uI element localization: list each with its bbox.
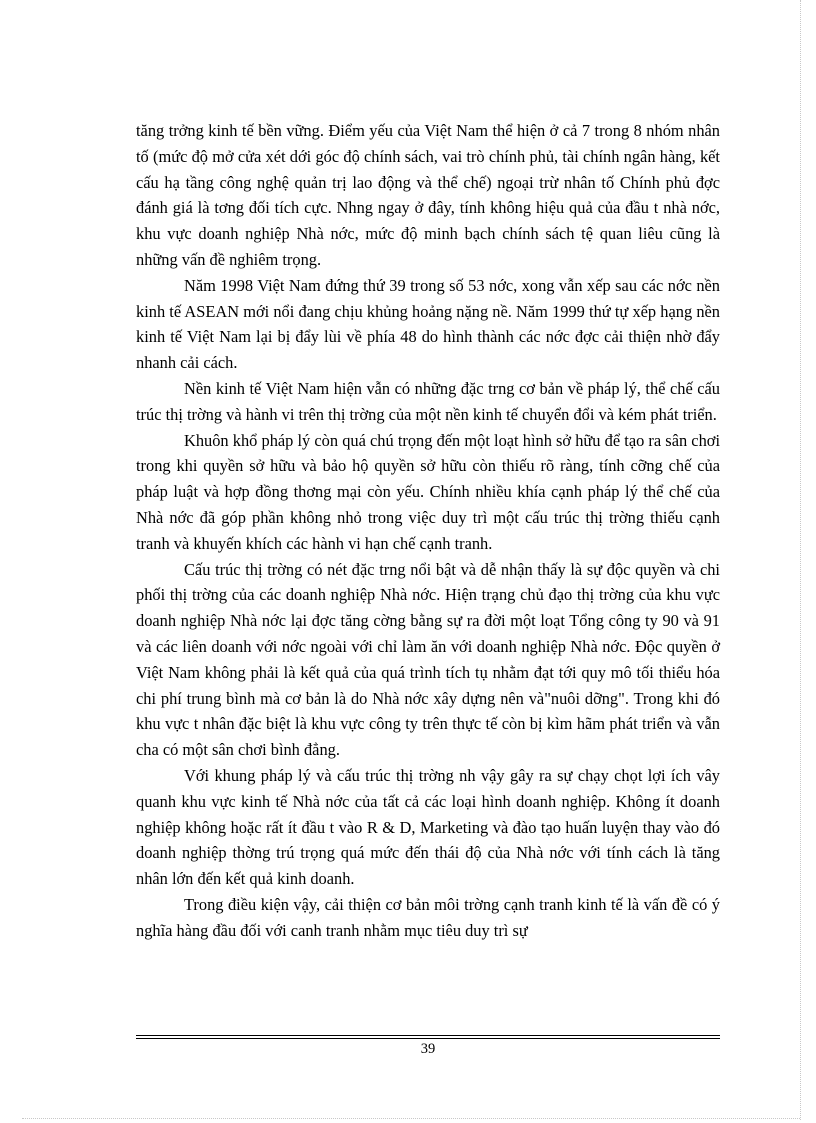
page-number: 39	[420, 1041, 436, 1057]
page-boundary-right	[800, 0, 801, 1120]
paragraph-5: Cấu trúc thị trờng có nét đặc trng nổi bật và dễ nhận thấy là sự độc quyền và chi phối thị trờng của các doanh nghiệp Nhà nớc. Hiện trạng chủ đạo thị trờng của khu vực doanh nghiệp Nhà nớc lại đợc tăng cờng bằng sự ra đời một loạt Tổng công ty 90 và 91 và các liên doanh với nớc ngoài với chỉ làm ăn với doanh nghiệp Nhà nớc. Độc quyền ở Việt Nam không phải là kết quả của quá trình tích tụ nhằm đạt tới quy mô tối thiểu hóa chi phí trung bình mà cơ bản là do Nhà nớc xây dựng nên và"nuôi dỡng". Trong khi đó khu vực t nhân đặc biệt là khu vực công ty trên thực tế còn bị kìm hãm phát triển và vẫn cha có một sân chơi bình đẳng.	[136, 559, 720, 760]
paragraph-2: Năm 1998 Việt Nam đứng thứ 39 trong số 53 nớc, xong vẫn xếp sau các nớc nền kinh tế ASEAN mới nổi đang chịu khủng hoảng nặng nề. Năm 1999 thứ tự xếp hạng nền kinh tế Việt Nam lại bị đẩy lùi về phía 48 do hình thành các nớc đợc cải thiện nhờ đẩy nhanh cải cách.	[136, 275, 720, 373]
paragraph-7: Trong điều kiện vậy, cải thiện cơ bản môi trờng cạnh tranh kinh tế là vấn đề có ý nghĩa hàng đầu đối với canh tranh nhằm mục tiêu duy trì sự	[136, 894, 720, 940]
footer-rule-top	[136, 1035, 720, 1036]
footer-rule-bottom	[136, 1038, 720, 1039]
paragraph-3: Nền kinh tế Việt Nam hiện vẫn có những đặc trng cơ bản về pháp lý, thể chế cấu trúc thị trờng và hành vi trên thị trờng của một nền kinh tế chuyển đổi và kém phát triển.	[136, 378, 720, 424]
paragraph-1: tăng trởng kinh tế bền vững. Điểm yếu của Việt Nam thể hiện ở cả 7 trong 8 nhóm nhân tố (mức độ mở cửa xét dới góc độ chính sách, vai trò chính phủ, tài chính ngân hàng, kết cấu hạ tầng công nghệ quản trị lao động và thể chế) ngoại trừ nhân tố Chính phủ đợc đánh giá là tơng đối tích cực. Nhng ngay ở đây, tính không hiệu quả của đầu t nhà nớc, khu vực doanh nghiệp Nhà nớc, mức độ minh bạch chính sách tệ quan liêu cũng là những vấn đề nghiêm trọng.	[136, 121, 720, 269]
body-text	[136, 118, 720, 944]
paragraph-6: Với khung pháp lý và cấu trúc thị trờng nh vậy gây ra sự chạy chọt lợi ích vây quanh khu vực kinh tế Nhà nớc của tất cả các loại hình doanh nghiệp. Không ít doanh nghiệp không hoặc rất ít đầu t vào R & D, Marketing và đào tạo huấn luyện thay vào đó doanh nghiệp thờng trú trọng quá mức đến thái độ của Nhà nớc với tính cách là tăng nhân lớn đến kết quả kinh doanh.	[136, 765, 720, 889]
paragraph-4: Khuôn khổ pháp lý còn quá chú trọng đến một loạt hình sở hữu để tạo ra sân chơi trong khi quyền sở hữu và bảo hộ quyền sở hữu còn thiếu rõ ràng, tính cỡng chế của pháp luật và hợp đồng thơng mại còn yếu. Chính nhiều khía cạnh pháp lý thể chế của Nhà nớc đã góp phần không nhỏ trong việc duy trì một cấu trúc thị trờng thiếu cạnh tranh và khuyến khích các hành vi hạn chế cạnh tranh.	[136, 430, 720, 553]
page-boundary-bottom	[22, 1118, 800, 1119]
